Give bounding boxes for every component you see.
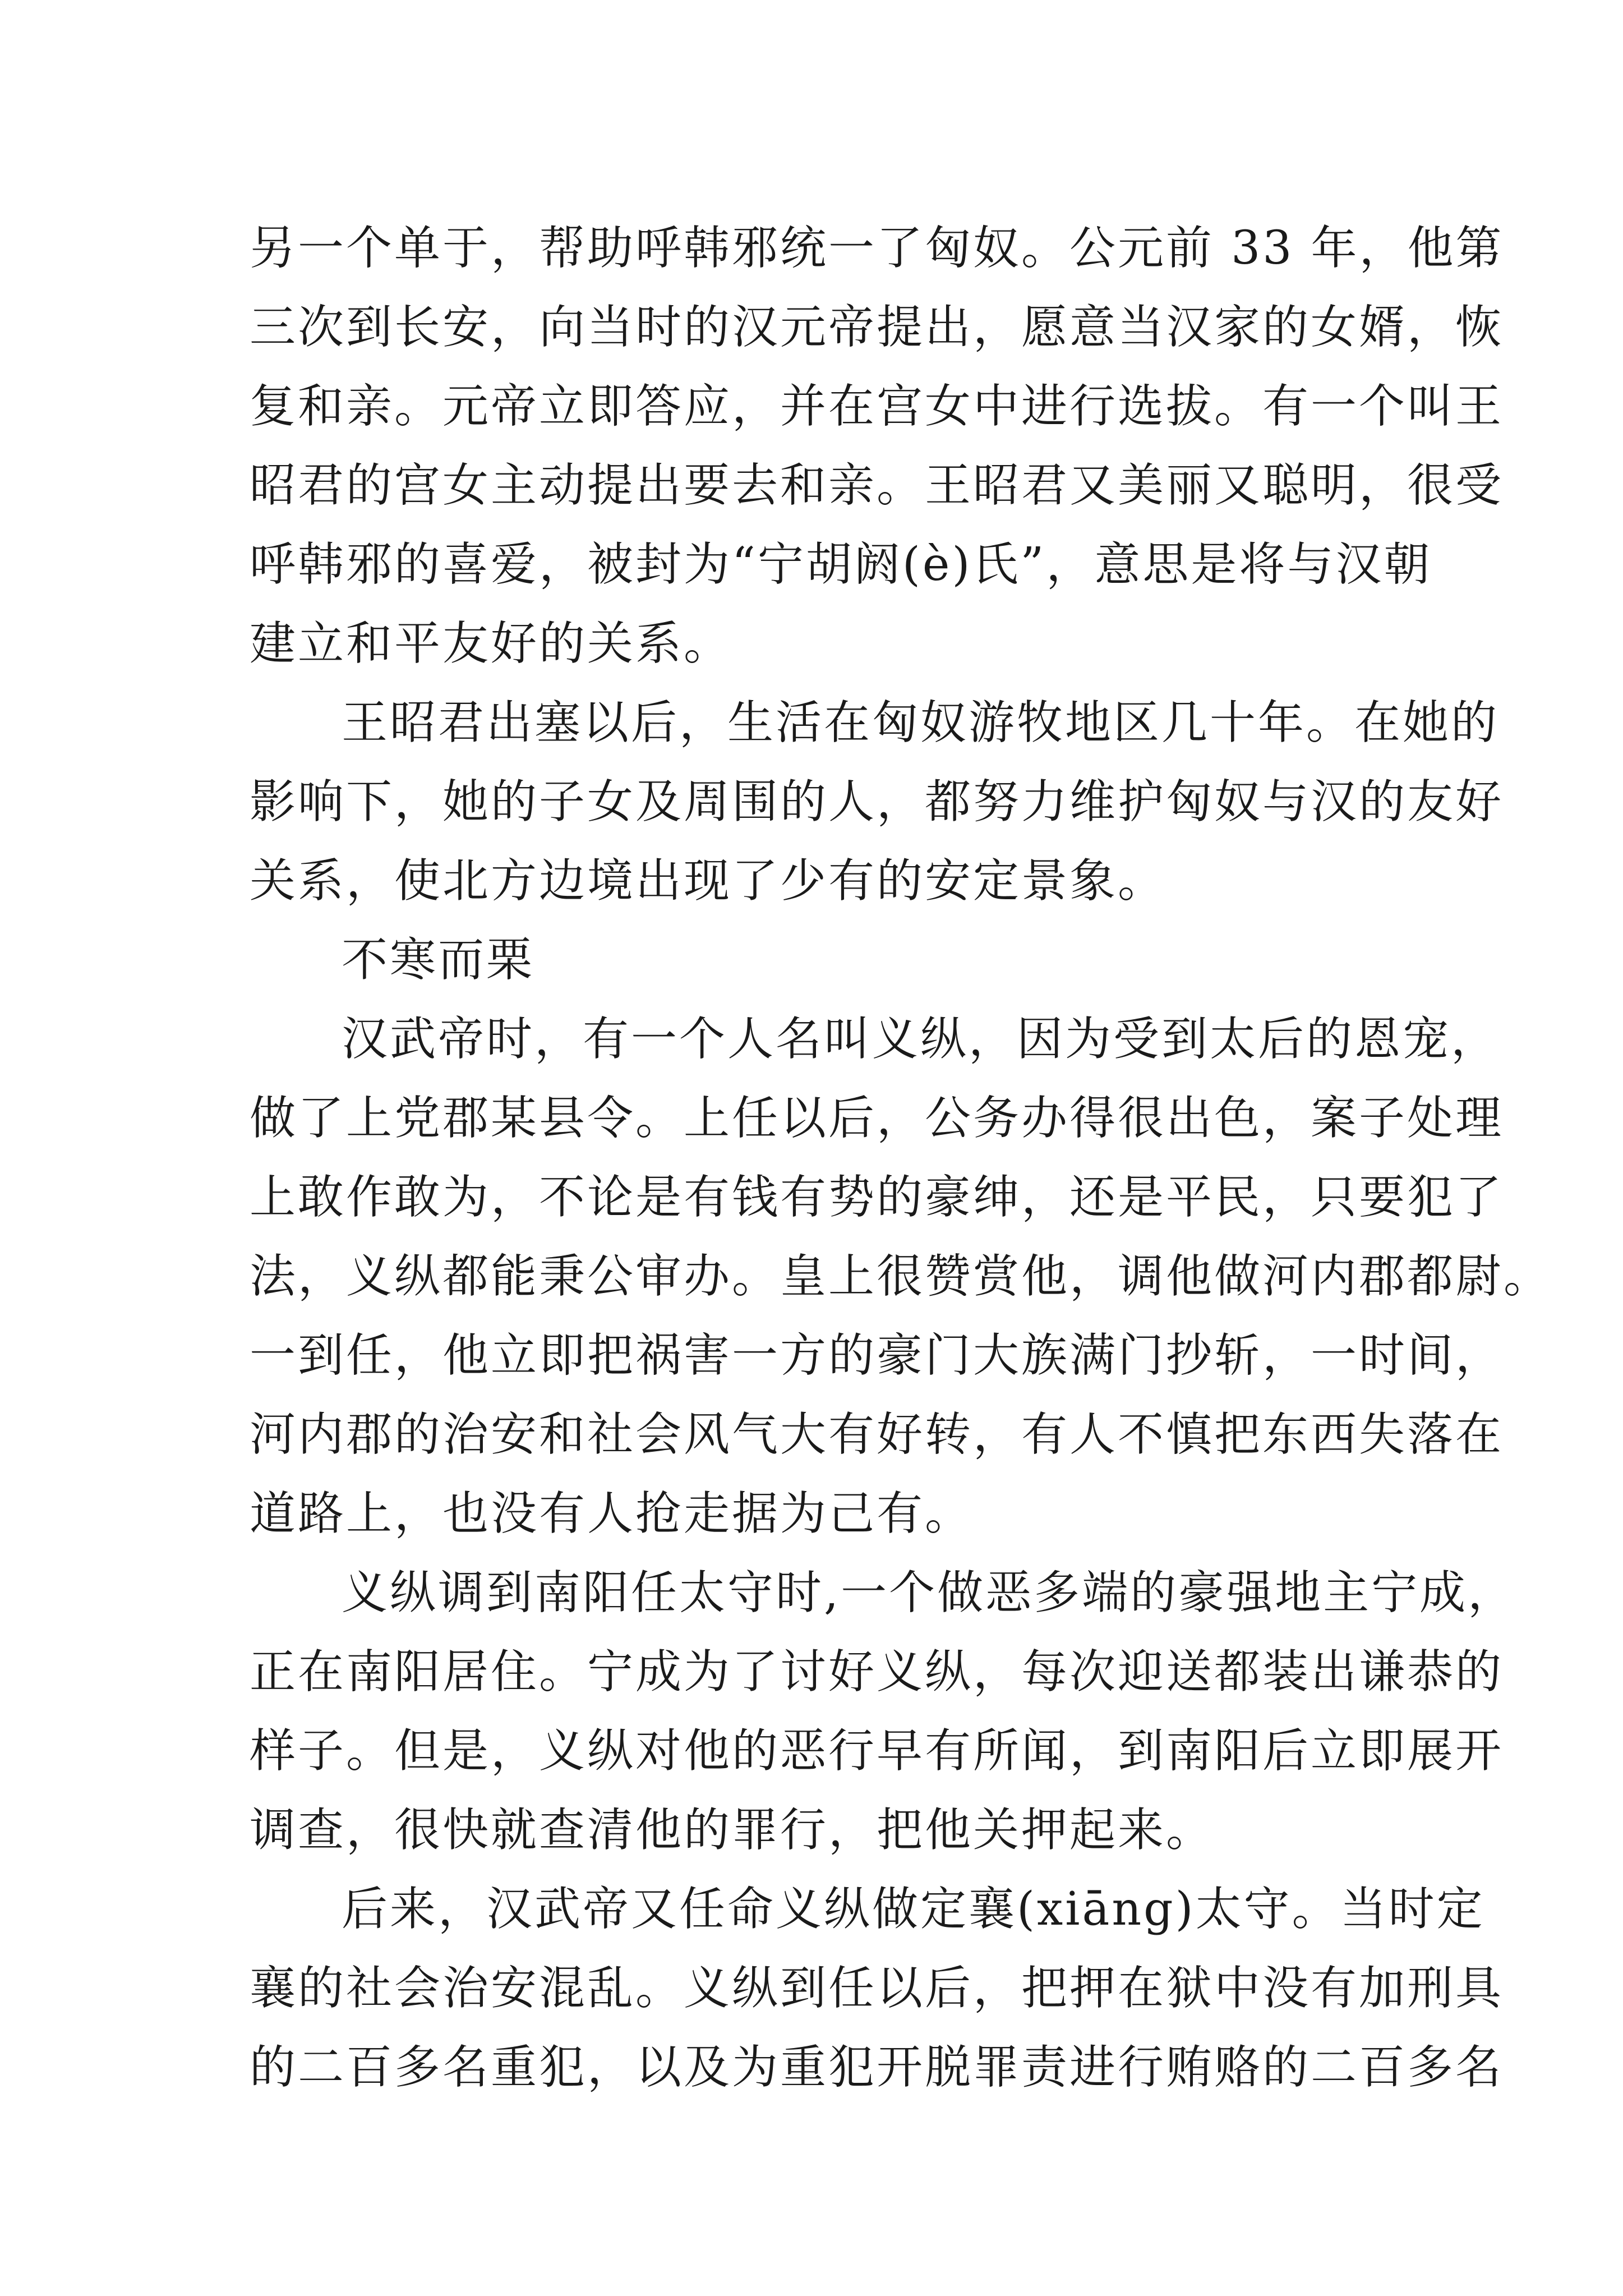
- text-line: 法，义纵都能秉公审办。皇上很赞赏他，调他做河内郡都尉。: [250, 1250, 1552, 1303]
- text-line: 后来，汉武帝又任命义纵做定襄(xiāng)太守。当时定: [342, 1883, 1485, 1936]
- text-line: 样子。但是，义纵对他的恶行早有所闻，到南阳后立即展开: [250, 1724, 1504, 1778]
- text-line: 襄的社会治安混乱。义纵到任以后，把押在狱中没有加刑具: [250, 1962, 1504, 2015]
- text-line: 另一个单于，帮助呼韩邪统一了匈奴。公元前 33 年，他第: [250, 222, 1504, 275]
- text-line: 做了上党郡某县令。上任以后，公务办得很出色，案子处理: [250, 1092, 1504, 1145]
- paragraph-3: [250, 1000, 1552, 1553]
- text-line: 汉武帝时，有一个人名叫义纵，因为受到太后的恩宠，: [342, 1013, 1500, 1066]
- text-line: 影响下，她的子女及周围的人，都努力维护匈奴与汉的友好: [250, 775, 1504, 829]
- text-line: 上敢作敢为，不论是有钱有势的豪绅，还是平民，只要犯了: [250, 1171, 1504, 1224]
- text-line: 道路上，也没有人抢走据为己有。: [250, 1487, 974, 1540]
- text-line: 呼韩邪的喜爱，被封为“宁胡阏(è)氏”，意思是将与汉朝: [250, 538, 1432, 591]
- text-line: 正在南阳居住。宁成为了讨好义纵，每次迎送都装出谦恭的: [250, 1645, 1504, 1699]
- text-line: 调查，很快就查清他的罪行，把他关押起来。: [250, 1803, 1215, 1857]
- paragraph-4: [250, 1553, 1516, 1870]
- text-line: 复和亲。元帝立即答应，并在宫女中进行选拔。有一个叫王: [250, 380, 1504, 433]
- text-line: 三次到长安，向当时的汉元帝提出，愿意当汉家的女婿，恢: [250, 301, 1504, 354]
- text-line: 昭君的宫女主动提出要去和亲。王昭君又美丽又聪明，很受: [250, 459, 1504, 512]
- paragraph-5: [250, 1870, 1504, 2107]
- text-line: 的二百多名重犯，以及为重犯开脱罪责进行贿赂的二百多名: [250, 2041, 1504, 2094]
- text-line: 义纵调到南阳任太守时,一个做恶多端的豪强地主宁成，: [342, 1566, 1516, 1619]
- text-line: 一到任，他立即把祸害一方的豪门大族满门抄斩，一时间，: [250, 1329, 1504, 1382]
- paragraph-2: [250, 683, 1504, 921]
- heading-text: 不寒而栗: [342, 933, 535, 987]
- section-heading: [250, 921, 1391, 1000]
- body-text: [250, 209, 1552, 2107]
- paragraph-1: [250, 209, 1504, 683]
- text-line: 关系，使北方边境出现了少有的安定景象。: [250, 854, 1166, 908]
- text-line: 河内郡的治安和社会风气大有好转，有人不慎把东西失落在: [250, 1408, 1504, 1461]
- text-line: 王昭君出塞以后，生活在匈奴游牧地区几十年。在她的: [342, 696, 1500, 749]
- text-line: 建立和平友好的关系。: [250, 617, 732, 670]
